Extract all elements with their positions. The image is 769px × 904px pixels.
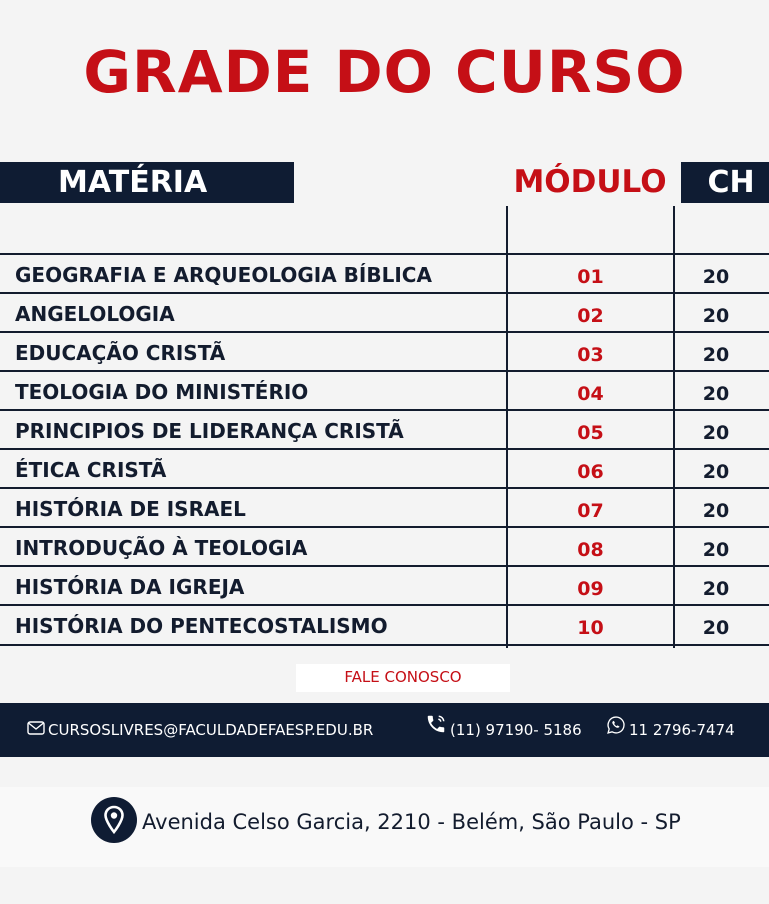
- workload-hours: 20: [702, 539, 730, 561]
- module-number: 08: [577, 539, 604, 561]
- subject-name: ANGELOLOGIA: [15, 302, 175, 326]
- module-number: 01: [577, 266, 604, 288]
- subject-name: ÉTICA CRISTÃ: [15, 458, 167, 482]
- contact-bar: [0, 703, 769, 757]
- location-pin-icon: [91, 797, 137, 843]
- module-number: 03: [577, 344, 604, 366]
- module-number: 04: [577, 383, 604, 405]
- address-block: [0, 787, 769, 867]
- subject-name: EDUCAÇÃO CRISTÃ: [15, 341, 226, 365]
- workload-hours: 20: [702, 422, 730, 444]
- subject-name: INTRODUÇÃO À TEOLOGIA: [15, 536, 308, 560]
- column-header-materia: MATÉRIA: [0, 162, 294, 203]
- table-row: [0, 374, 769, 411]
- table-row: [0, 452, 769, 489]
- subject-name: TEOLOGIA DO MINISTÉRIO: [15, 380, 309, 404]
- module-number: 10: [577, 617, 604, 639]
- table-row: [0, 491, 769, 528]
- workload-hours: 20: [702, 344, 730, 366]
- workload-hours: 20: [702, 305, 730, 327]
- workload-hours: 20: [702, 383, 730, 405]
- email-text: CURSOSLIVRES@FACULDADEFAESP.EDU.BR: [48, 721, 374, 739]
- contact-whatsapp[interactable]: [606, 703, 735, 757]
- table-row: [0, 530, 769, 567]
- table-row: [0, 335, 769, 372]
- module-number: 07: [577, 500, 604, 522]
- address-text: Avenida Celso Garcia, 2210 - Belém, São Paulo - SP: [142, 810, 681, 834]
- fale-conosco-button[interactable]: FALE CONOSCO: [296, 664, 510, 692]
- phone-text: (11) 97190- 5186: [450, 721, 582, 739]
- page-title: GRADE DO CURSO: [83, 38, 686, 106]
- workload-hours: 20: [702, 578, 730, 600]
- subject-name: GEOGRAFIA E ARQUEOLOGIA BÍBLICA: [15, 263, 432, 287]
- table-row: [0, 296, 769, 333]
- subject-name: HISTÓRIA DA IGREJA: [15, 575, 245, 599]
- contact-email[interactable]: [27, 703, 373, 757]
- module-number: 05: [577, 422, 604, 444]
- table-row: [0, 413, 769, 450]
- column-header-ch: CH: [681, 162, 769, 203]
- module-number: 09: [577, 578, 604, 600]
- subject-name: HISTÓRIA DO PENTECOSTALISMO: [15, 614, 388, 638]
- table-row: [0, 569, 769, 606]
- row-divider: [0, 253, 769, 255]
- workload-hours: 20: [702, 500, 730, 522]
- module-number: 02: [577, 305, 604, 327]
- subject-name: PRINCIPIOS DE LIDERANÇA CRISTÃ: [15, 419, 404, 443]
- workload-hours: 20: [702, 461, 730, 483]
- subject-name: HISTÓRIA DE ISRAEL: [15, 497, 246, 521]
- whatsapp-icon: [606, 703, 629, 757]
- table-row: [0, 257, 769, 294]
- column-header-modulo: MÓDULO: [513, 164, 667, 200]
- contact-phone[interactable]: [425, 703, 582, 757]
- envelope-icon: [27, 703, 48, 757]
- whatsapp-text: 11 2796-7474: [629, 721, 735, 739]
- table-row: [0, 608, 769, 645]
- workload-hours: 20: [702, 266, 730, 288]
- phone-icon: [425, 703, 450, 757]
- module-number: 06: [577, 461, 604, 483]
- workload-hours: 20: [702, 617, 730, 639]
